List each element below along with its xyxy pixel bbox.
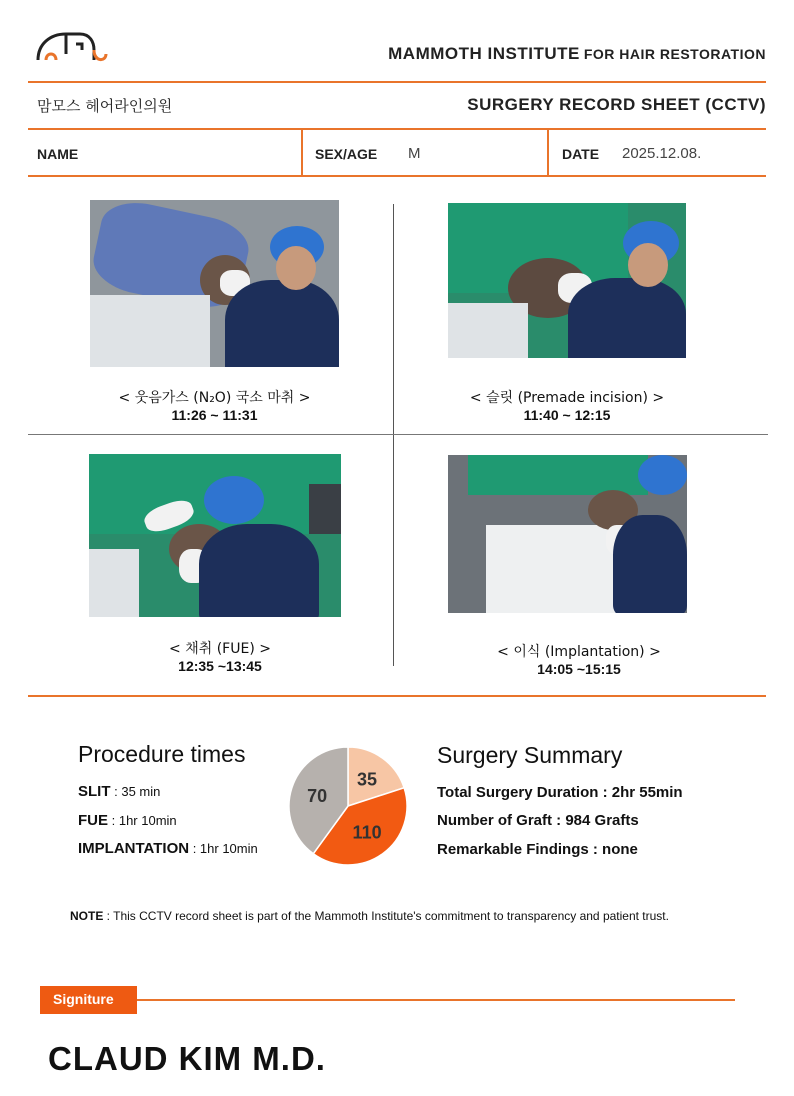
signature-line <box>137 999 735 1001</box>
photo-time: 14:05 ~15:15 <box>537 661 621 677</box>
procedure-times-heading: Procedure times <box>78 741 246 767</box>
photo-caption: < 이식 (Implantation) > <box>497 644 661 660</box>
procedure-item: IMPLANTATION : 1hr 10min <box>78 840 258 857</box>
summary-item: Total Surgery Duration : 2hr 55min <box>437 784 683 801</box>
note: NOTE : This CCTV record sheet is part of the Mammoth Institute's commitment to transparency and patient trust. <box>70 909 669 923</box>
mammoth-logo <box>36 26 108 66</box>
photo-time: 11:40 ~ 12:15 <box>523 407 611 423</box>
sheet-title: SURGERY RECORD SHEET (CCTV) <box>467 95 766 114</box>
divider <box>28 175 766 177</box>
sex-age-label: SEX/AGE <box>315 146 378 162</box>
pie-data-label: 35 <box>357 769 378 790</box>
photo-time: 11:26 ~ 11:31 <box>171 407 258 423</box>
date-value: 2025.12.08. <box>622 145 702 162</box>
procedure-pie-chart <box>287 745 409 867</box>
photo-time: 12:35 ~13:45 <box>178 658 262 674</box>
divider <box>547 129 549 176</box>
brand-name <box>388 44 766 64</box>
name-label: NAME <box>37 146 79 162</box>
photo-caption: < 채취 (FUE) > <box>169 641 271 657</box>
cctv-photo-anesthesia <box>90 200 339 367</box>
signature-badge: Signiture <box>40 986 137 1014</box>
divider <box>28 128 766 130</box>
photo-caption: < 웃음가스 (N₂O) 국소 마취 > <box>118 390 311 406</box>
summary-item: Remarkable Findings : none <box>437 841 638 858</box>
doctor-name: CLAUD KIM M.D. <box>48 1040 326 1077</box>
pie-data-label: 110 <box>352 822 382 843</box>
sex-age-value: M <box>408 145 421 162</box>
surgery-summary-heading: Surgery Summary <box>437 742 623 768</box>
grid-divider <box>393 204 394 666</box>
clinic-korean-name: 맘모스 헤어라인의원 <box>37 97 173 115</box>
procedure-item: SLIT : 35 min <box>78 783 161 800</box>
date-label: DATE <box>562 146 600 162</box>
pie-data-label: 70 <box>307 785 328 806</box>
divider <box>301 129 303 176</box>
divider <box>28 695 766 697</box>
cctv-photo-implantation <box>448 455 687 613</box>
cctv-photo-fue <box>89 454 341 617</box>
procedure-item: FUE : 1hr 10min <box>78 812 177 829</box>
brand-main: MAMMOTH INSTITUTE <box>388 44 580 63</box>
summary-item: Number of Graft : 984 Grafts <box>437 812 639 829</box>
cctv-photo-slit <box>448 203 686 358</box>
divider <box>28 81 766 83</box>
brand-sub: FOR HAIR RESTORATION <box>583 46 766 62</box>
grid-divider <box>28 434 768 435</box>
photo-caption: < 슬릿 (Premade incision) > <box>469 390 665 406</box>
